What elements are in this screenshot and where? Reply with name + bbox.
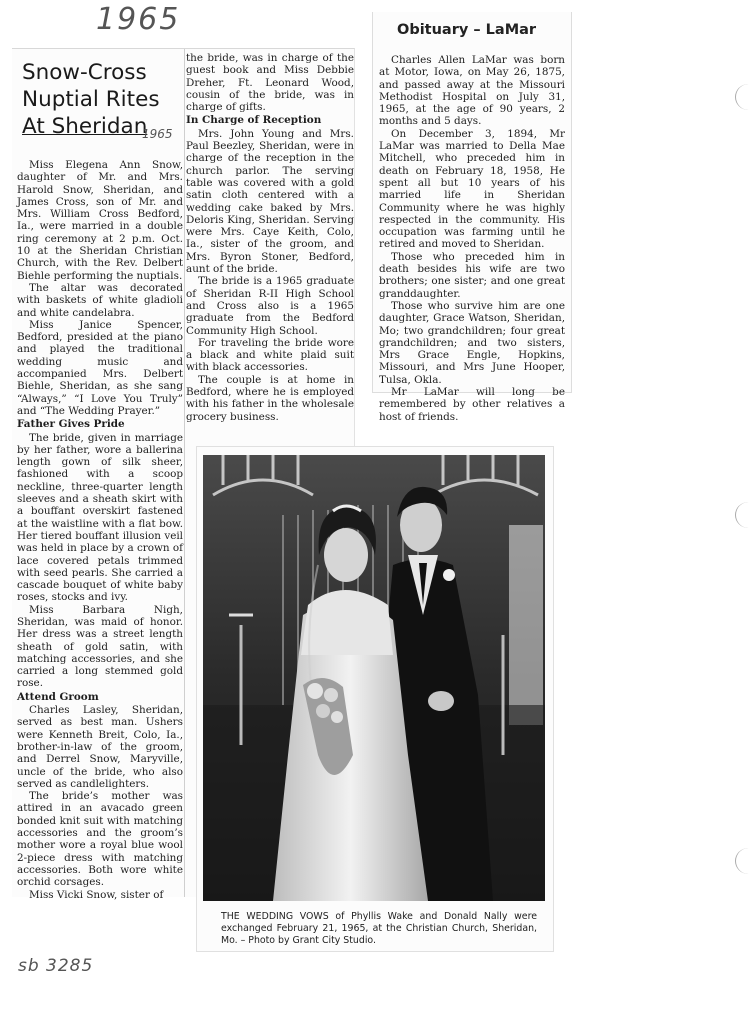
article-paragraph: The couple is at home in Bedford, where he is employed with his father in the wholesale grocery business. <box>186 373 354 423</box>
headline-line: Snow-Cross <box>22 60 147 85</box>
obituary-paragraph: On December 3, 1894, Mr LaMar was married to Della Mae Mitchell, who preceded him in death on February 18, 1958, He spent all but 10 years of his married life in Sheridan Community where he was highly respected in the community. His occupation was farming until he retired and moved to Sheridan. <box>379 127 565 251</box>
article-subheading: Father Gives Pride <box>17 418 125 431</box>
article-paragraph: Miss Elegena Ann Snow, daughter of Mr. and Mrs. Harold Snow, Sheridan, and James Cross, son of Mr. and Mrs. William Cross Bedford, Ia., were married in a double ring ceremony at 2 p.m. Oct. 10 at the Sheridan Christian Church, with the Rev. Delbert Biehle performing the nuptials. <box>17 159 183 282</box>
article-paragraph: The altar was decorated with baskets of white gladioli and white candelabra. <box>17 281 183 319</box>
article-paragraph: The bride’s mother was attired in an avacado green bonded knit suit with matching accessories and the groom’s mother wore a royal blue wool 2-piece dress with matching accessories. Both wore white orchid corsages. <box>17 790 183 889</box>
obituary-paragraph: Those who preceded him in death besides his wife are two brothers; one sister; and one great granddaughter. <box>379 250 565 300</box>
article-subheading: In Charge of Reception <box>186 114 322 127</box>
article-paragraph: Miss Janice Spencer, Bedford, presided at the piano and played the traditional wedding music and accompanied Mrs. Delbert Biehle, Sheridan, as she sang “Always,” “I Love You Truly” and “The Wedding Prayer.” <box>17 318 183 417</box>
handwritten-scrapbook-number: sb 3285 <box>18 956 94 976</box>
obituary-paragraph: Charles Allen LaMar was born at Motor, Iowa, on May 26, 1875, and passed away at the Missouri Methodist Hospital on July 31, 1965, at the age of 90 years, 2 months and 5 days. <box>379 54 565 128</box>
wedding-photo-clipping <box>196 446 554 952</box>
article-paragraph: the bride, was in charge of the guest book and Miss Debbie Dreher, Ft. Leonard Wood, cousin of the bride, was in charge of gifts. <box>186 52 354 114</box>
article-paragraph: The bride, given in marriage by her father, wore a ballerina length gown of silk sheer, fashioned with a scoop neckline, three-quarter length sleeves and a sheath skirt with a bouffant overskirt fastened at the waistline with a flat bow. Her tiered bouffant illusion veil was held in place by a crown of lace covered petals trimmed with seed pearls. She carried a cascade bouquet of white baby roses, stocks and ivy. <box>17 431 183 604</box>
wedding-couple-photo <box>203 455 545 901</box>
article-subheading: Attend Groom <box>17 690 99 703</box>
headline-line: Nuptial Rites <box>22 87 160 112</box>
binder-hole <box>735 848 750 874</box>
obituary-text <box>379 54 565 423</box>
article-column-1 <box>17 159 183 901</box>
handwritten-year-note: 1965 <box>142 127 173 141</box>
binder-hole <box>735 84 750 110</box>
handwritten-year: 1965 <box>96 2 181 37</box>
article-paragraph: Miss Barbara Nigh, Sheridan, was maid of honor. Her dress was a street length sheath of gold satin, with matching accessories, and she carried a long stemmed gold rose. <box>17 603 183 690</box>
obituary-clipping <box>372 12 572 423</box>
obituary-paragraph: Mr LaMar will long be remembered by other relatives a host of friends. <box>379 386 565 423</box>
column-divider <box>184 49 185 897</box>
obituary-paragraph: Those who survive him are one daughter, Grace Watson, Sheridan, Mo; two grandchildren; four great grandchildren; and two sisters, Mrs Grace Engle, Hopkins, Missouri, and Mrs June Hooper, Tulsa, Okla. <box>379 299 565 386</box>
article-paragraph: The bride is a 1965 graduate of Sheridan R-II High School and Cross also is a 1965 graduate from the Bedford Community High School. <box>186 275 354 337</box>
photo-caption: THE WEDDING VOWS of Phyllis Wake and Donald Nally were exchanged February 21, 1965, at the Christian Church, Sheridan, Mo. – Photo by Grant City Studio. <box>221 911 537 946</box>
binder-hole <box>735 502 750 528</box>
obituary-title: Obituary – LaMar <box>397 22 537 38</box>
article-column-2 <box>186 52 354 423</box>
headline-line: At Sheridan <box>22 114 148 139</box>
article-paragraph: Charles Lasley, Sheridan, served as best man. Ushers were Kenneth Breit, Colo, Ia., brother-in-law of the groom, and Derrel Snow, Maryville, uncle of the bride, who also served as candlelighters. <box>17 704 183 790</box>
wedding-photo <box>203 455 545 901</box>
article-paragraph: For traveling the bride wore a black and white plaid suit with black accessories. <box>186 336 354 374</box>
article-paragraph: Mrs. John Young and Mrs. Paul Beezley, Sheridan, were in charge of the reception in the church parlor. The serving table was covered with a gold satin cloth centered with a wedding cake baked by Mrs. Deloris King, Sheridan. Serving were Mrs. Caye Keith, Colo, Ia., sister of the groom, and Mrs. Byron Stoner, Bedford, aunt of the bride. <box>186 127 354 276</box>
article-paragraph: Miss Vicki Snow, sister of <box>29 888 164 901</box>
